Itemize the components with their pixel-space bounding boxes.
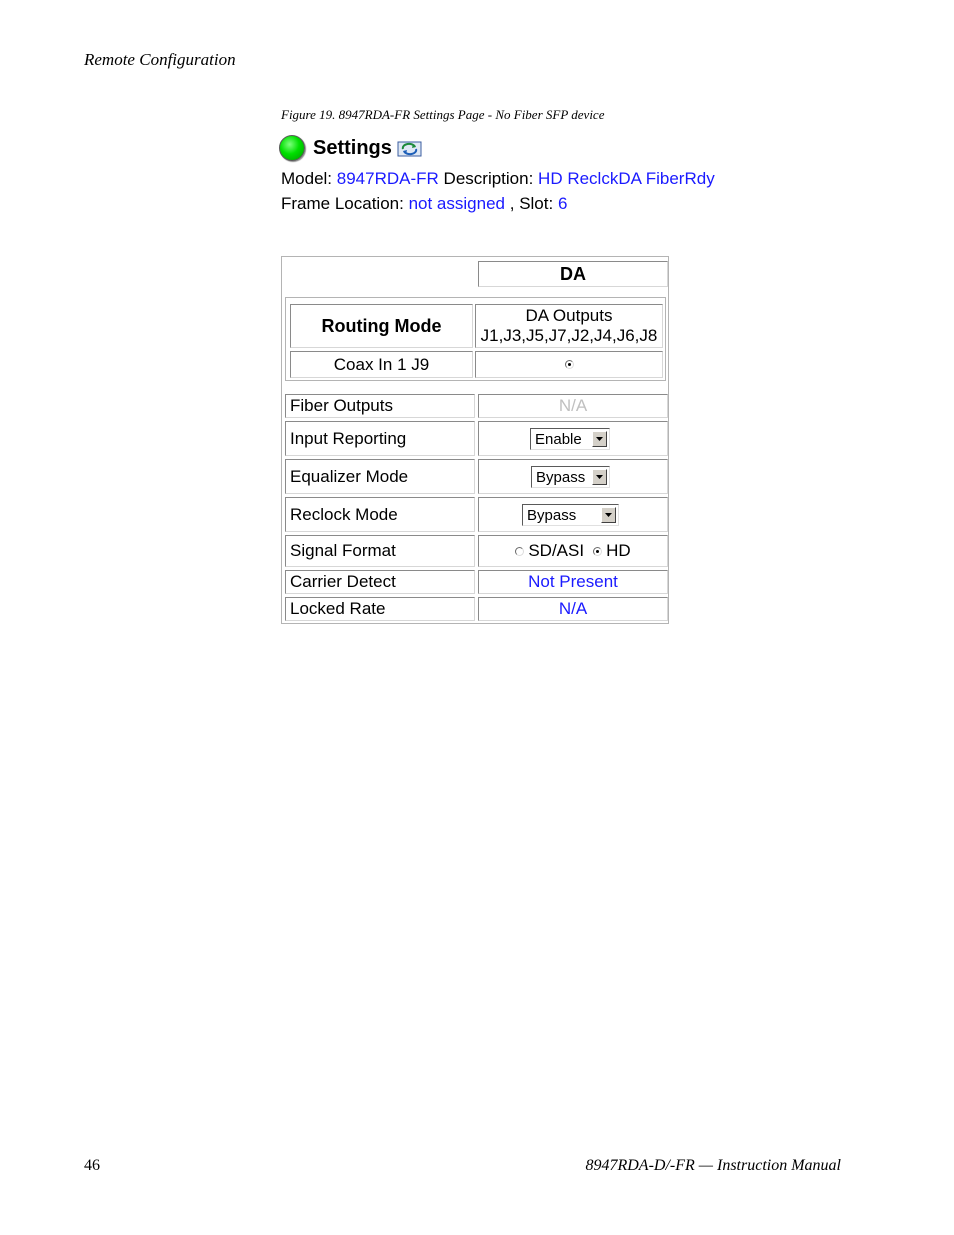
routing-table: [285, 297, 666, 381]
model-label: Model:: [281, 169, 333, 188]
da-outputs-connectors: J1,J3,J5,J7,J2,J4,J6,J8: [480, 326, 658, 345]
running-header: Remote Configuration: [84, 50, 236, 69]
green-status-led-icon: [279, 135, 305, 161]
footer-page-number: 46: [84, 1157, 100, 1174]
coax-routing-cell: [475, 351, 663, 378]
locked-rate-label: Locked Rate: [285, 597, 475, 621]
frame-location-line: [281, 194, 567, 214]
signal-format-cell: [478, 535, 668, 567]
signal-format-label: Signal Format: [285, 535, 475, 567]
chevron-down-icon[interactable]: [601, 507, 616, 523]
carrier-detect-value: Not Present: [478, 570, 668, 594]
signal-format-hd-label: HD: [606, 541, 631, 560]
coax-in-label: Coax In 1 J9: [290, 351, 473, 378]
signal-format-sdasi-label: SD/ASI: [528, 541, 585, 560]
equalizer-mode-label: Equalizer Mode: [285, 459, 475, 494]
fiber-outputs-label: Fiber Outputs: [285, 394, 475, 418]
input-reporting-selected: Enable: [535, 430, 582, 448]
slot-separator: ,: [509, 194, 515, 213]
equalizer-mode-selected: Bypass: [536, 468, 586, 486]
da-outputs-title: DA Outputs: [525, 306, 613, 325]
model-description-line: [281, 169, 715, 189]
routing-mode-label: Routing Mode: [290, 304, 473, 348]
da-outputs-label: [475, 304, 663, 348]
input-reporting-select[interactable]: [530, 428, 610, 450]
reclock-mode-select[interactable]: [522, 504, 619, 526]
settings-title: Settings: [313, 136, 392, 159]
input-reporting-label: Input Reporting: [285, 421, 475, 456]
reclock-mode-selected: Bypass: [527, 506, 577, 524]
da-column-header: DA: [478, 261, 668, 287]
settings-panel: [281, 256, 669, 624]
slot-value: 6: [557, 194, 568, 213]
fiber-outputs-value: N/A: [478, 394, 668, 418]
carrier-detect-label: Carrier Detect: [285, 570, 475, 594]
refresh-icon[interactable]: [397, 139, 422, 157]
equalizer-mode-select[interactable]: [531, 466, 610, 488]
reclock-mode-label: Reclock Mode: [285, 497, 475, 532]
chevron-down-icon[interactable]: [592, 431, 607, 447]
description-label: Description:: [443, 169, 534, 188]
signal-format-sdasi-radio[interactable]: [515, 547, 524, 556]
settings-header: [279, 133, 422, 163]
frame-location-label: Frame Location:: [281, 194, 404, 213]
signal-format-hd-radio[interactable]: [593, 547, 602, 556]
locked-rate-value: N/A: [478, 597, 668, 621]
slot-label: Slot:: [519, 194, 554, 213]
coax-routing-radio[interactable]: [565, 360, 574, 369]
input-reporting-cell: [478, 421, 668, 456]
reclock-mode-cell: [478, 497, 668, 532]
model-value: 8947RDA-FR: [336, 169, 439, 188]
chevron-down-icon[interactable]: [592, 469, 607, 485]
frame-location-value[interactable]: not assigned: [408, 194, 505, 213]
description-value: HD ReclckDA FiberRdy: [538, 169, 715, 188]
equalizer-mode-cell: [478, 459, 668, 494]
figure-caption: Figure 19. 8947RDA-FR Settings Page - No Fiber SFP device: [281, 107, 605, 122]
footer-manual-title: 8947RDA-D/-FR — Instruction Manual: [585, 1157, 841, 1174]
